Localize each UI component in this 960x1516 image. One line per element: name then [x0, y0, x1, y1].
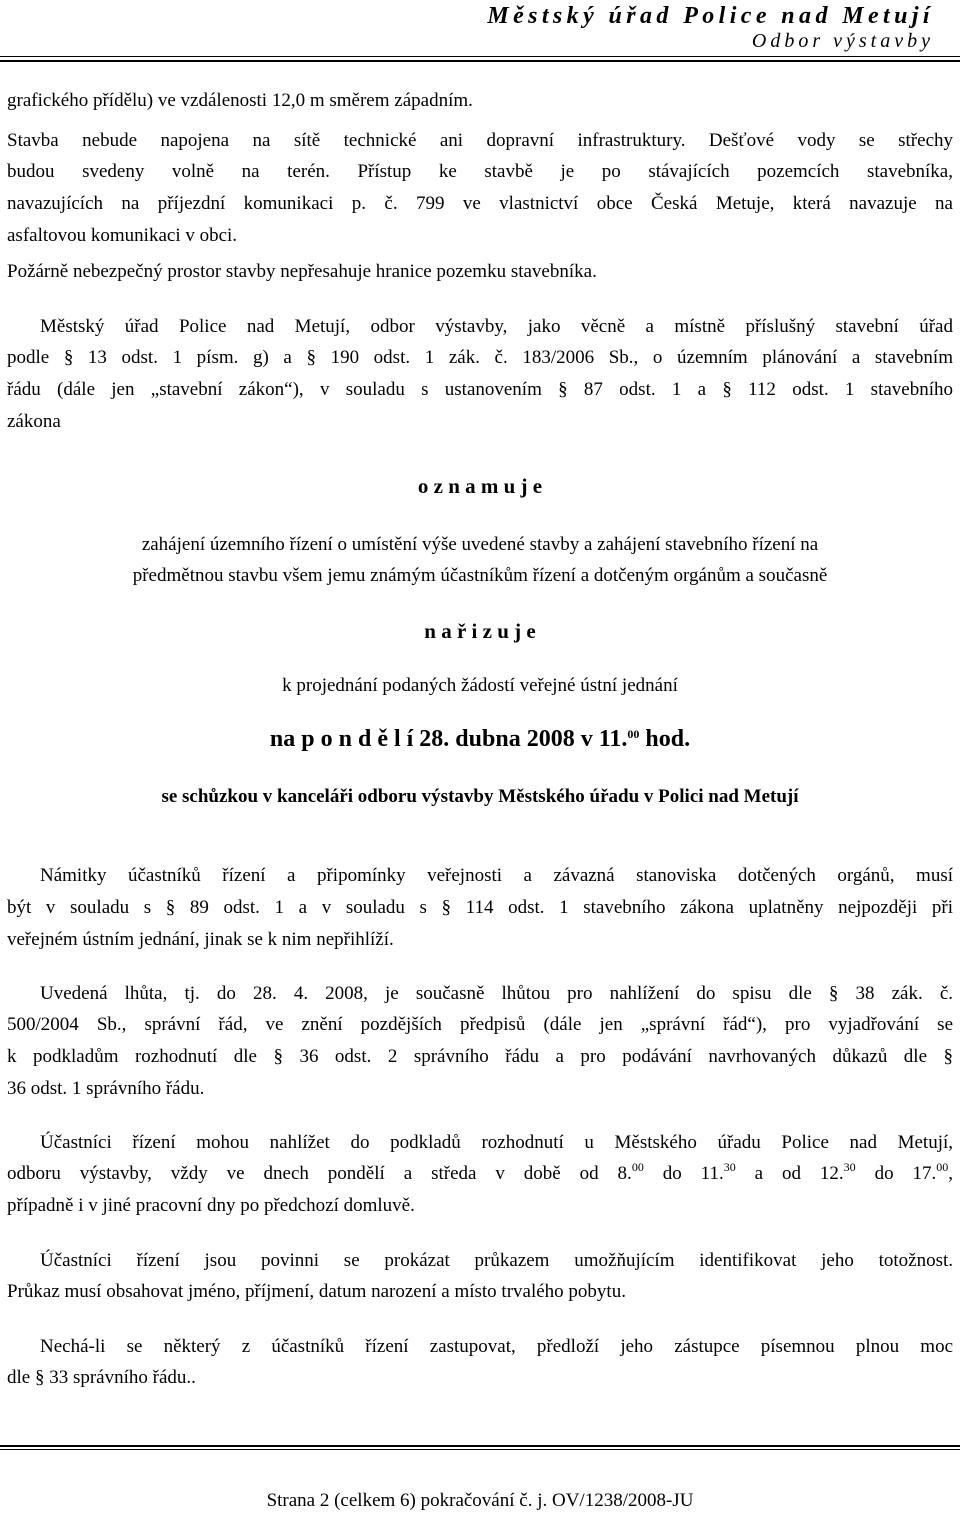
body-line: dle § 33 správního řádu..	[7, 1367, 196, 1388]
footer-divider	[0, 1445, 960, 1450]
body-line: Stavba nebude napojena na sítě technické ani dopravní infrastruktury. Dešťové vody se střechy	[7, 130, 953, 151]
body-line: Uvedená lhůta, tj. do 28. 4. 2008, je současně lhůtou pro nahlížení do spisu dle § 38 zák. č.	[40, 983, 953, 1004]
body-line: podle § 13 odst. 1 písm. g) a § 190 odst. 1 zák. č. 183/2006 Sb., o územním plánování a stavebním	[7, 347, 953, 368]
body-line: zákona	[7, 411, 61, 432]
hearing-date: na p o n d ě l í 28. dubna 2008 v 11.00 hod.	[269, 726, 691, 752]
body-line: asfaltovou komunikaci v obci.	[7, 225, 238, 246]
header-divider	[0, 56, 960, 62]
body-line: případně i v jiné pracovní dny po předchozí domluvě.	[7, 1195, 415, 1216]
body-line: budou svedeny volně na terén. Přístup ke stavbě je po stávajících pozemcích stavebníka,	[7, 161, 953, 182]
meeting-place: se schůzkou v kanceláři odboru výstavby Městského úřadu v Polici nad Metují	[161, 786, 799, 807]
body-line: navazujících na příjezdní komunikaci p. č. 799 ve vlastnictví obce Česká Metuje, která navazuje na	[7, 193, 953, 214]
body-line: 500/2004 Sb., správní řád, ve znění pozdějších předpisů (dále jen „správní řád“), pro vyjadřování se	[7, 1014, 953, 1035]
body-line: Účastníci řízení mohou nahlížet do podkladů rozhodnutí u Městského úřadu Police nad Metují,	[40, 1132, 953, 1153]
body-line: Požárně nebezpečný prostor stavby nepřesahuje hranice pozemku stavebníka.	[7, 261, 597, 282]
page-footer: Strana 2 (celkem 6) pokračování č. j. OV/1238/2008-JU	[266, 1490, 694, 1511]
body-line: Námitky účastníků řízení a připomínky veřejnosti a závazná stanoviska dotčených orgánů, musí	[40, 865, 953, 886]
body-line: k podkladům rozhodnutí dle § 36 odst. 2 správního řádu a pro podávání navrhovaných důkazů dle §	[7, 1046, 953, 1067]
body-line: veřejném ústním jednání, jinak se k nim nepřihlíží.	[7, 929, 394, 950]
body-line: předmětnou stavbu všem jemu známým účastníkům řízení a dotčeným orgánům a současně	[132, 565, 828, 586]
body-line: Účastníci řízení jsou povinni se prokázat průkazem umožňujícím identifikovat jeho totožnost.	[40, 1250, 953, 1271]
letterhead	[487, 2, 934, 52]
body-line: řádu (dále jen „stavební zákon“), v souladu s ustanovením § 87 odst. 1 a § 112 odst. 1 stavebního	[7, 379, 953, 400]
body-line: Nechá-li se některý z účastníků řízení zastupovat, předloží jeho zástupce písemnou plnou moc	[40, 1336, 953, 1357]
department-name: Odbor výstavby	[751, 30, 934, 52]
order-heading: n a ř i z u j e	[424, 619, 536, 643]
body-line: Městský úřad Police nad Metují, odbor výstavby, jako věcně a místně příslušný stavební úřad	[40, 316, 953, 337]
office-name: Městský úřad Police nad Metují	[487, 3, 934, 29]
announce-heading: o z n a m u j e	[417, 474, 543, 498]
body-line: Průkaz musí obsahovat jméno, příjmení, datum narození a místo trvalého pobytu.	[7, 1281, 626, 1302]
body-line: zahájení územního řízení o umístění výše uvedené stavby a zahájení stavebního řízení na	[141, 534, 819, 555]
body-line: 36 odst. 1 správního řádu.	[7, 1078, 205, 1099]
body-line: k projednání podaných žádostí veřejné ústní jednání	[282, 675, 678, 696]
body-line: být v souladu s § 89 odst. 1 a v souladu s § 114 odst. 1 stavebního zákona uplatněny nejpozději při	[7, 897, 953, 918]
body-line: grafického přídělu) ve vzdálenosti 12,0 m směrem západním.	[7, 90, 473, 111]
body-line: odboru výstavby, vždy ve dnech pondělí a středa v době od 8.00 do 11.30 a od 12.30 do 17.00,	[7, 1160, 954, 1184]
